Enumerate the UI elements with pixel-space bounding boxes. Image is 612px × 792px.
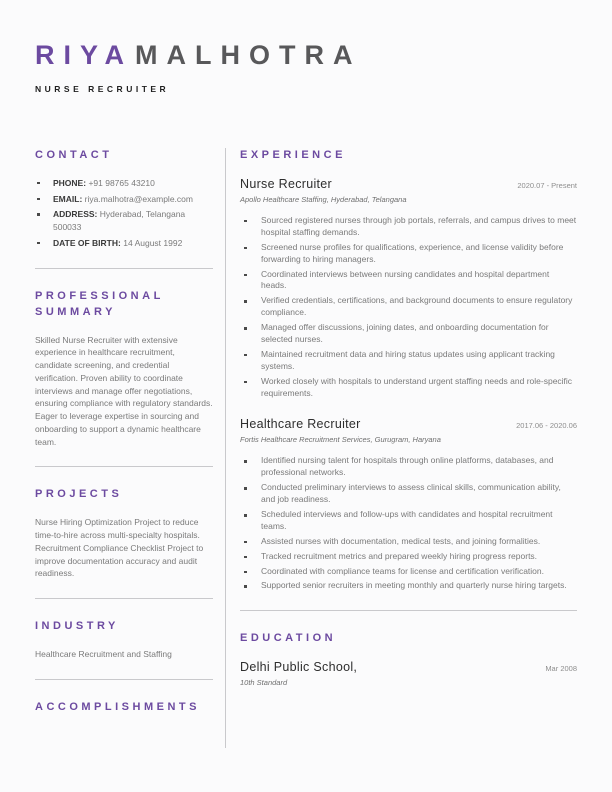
job-bullet: Sourced registered nurses through job portals, referrals, and campus drives to meet hospital staffing demands.	[240, 215, 577, 239]
industry-text: Healthcare Recruitment and Staffing	[35, 648, 172, 659]
education-section	[240, 631, 577, 687]
contact-item	[35, 237, 213, 250]
contact-list	[35, 177, 213, 250]
accomplishments-heading: ACCOMPLISHMENTS	[35, 700, 200, 713]
job-bullet: Screened nurse profiles for qualifications, experience, and license validity before forwarding to hiring managers.	[240, 242, 577, 266]
left-divider-3	[35, 598, 213, 599]
candidate-job-title: NURSE RECRUITER	[35, 84, 170, 95]
right-divider-1	[240, 610, 577, 611]
job-bullet: Managed offer discussions, joining dates, and onboarding documentation for selected nurses.	[240, 322, 577, 346]
experience-jobs	[240, 177, 577, 592]
contact-item-label: ADDRESS:	[53, 209, 98, 220]
job-header	[240, 177, 577, 191]
resume-body	[35, 148, 577, 770]
job-title: Healthcare Recruiter	[240, 417, 361, 432]
right-column	[240, 148, 577, 770]
job-bullet: Worked closely with hospitals to understand urgent staffing needs and role-specific requirements.	[240, 376, 577, 400]
left-column	[35, 148, 213, 770]
contact-heading: CONTACT	[35, 149, 113, 162]
contact-item	[35, 193, 213, 206]
job-company: Fortis Healthcare Recruitment Services, Gurugram, Haryana	[240, 435, 441, 445]
job-bullet: Supported senior recruiters in meeting monthly and quarterly nurse hiring targets.	[240, 580, 577, 592]
contact-item-value: Hyderabad, Telangana 500033	[53, 209, 186, 233]
education-entry-header	[240, 660, 577, 674]
contact-section	[35, 148, 213, 250]
candidate-last-name: MALHOTRA	[135, 40, 362, 70]
job-dates: 2020.07 - Present	[517, 180, 577, 190]
job-bullet-list	[240, 455, 577, 592]
projects-section	[35, 487, 213, 580]
accomplishments-section	[35, 700, 213, 716]
contact-item-label: DATE OF BIRTH:	[53, 237, 121, 248]
projects-text: Nurse Hiring Optimization Project to reduce time-to-hire across multi-specialty hospitals. Recruitment Compliance Checklist Project to improve documentation accuracy and audit readiness.	[35, 517, 204, 579]
education-school: Delhi Public School,	[240, 660, 358, 675]
resume-header	[35, 40, 577, 94]
job-title: Nurse Recruiter	[240, 176, 333, 191]
left-divider-1	[35, 268, 213, 269]
experience-job	[240, 177, 577, 399]
education-dates: Mar 2008	[545, 664, 577, 674]
contact-item-label: EMAIL:	[53, 193, 83, 204]
job-bullet: Maintained recruitment data and hiring status updates using applicant tracking systems.	[240, 349, 577, 373]
experience-job	[240, 417, 577, 592]
candidate-name	[35, 40, 577, 71]
job-bullet: Assisted nurses with documentation, medical tests, and joining formalities.	[240, 536, 577, 548]
job-bullet: Coordinated with compliance teams for license and certification verification.	[240, 566, 577, 578]
job-bullet-list	[240, 215, 577, 399]
contact-item	[35, 208, 213, 234]
professional-summary-section	[35, 289, 213, 449]
education-degree: 10th Standard	[240, 678, 288, 688]
industry-section	[35, 619, 213, 661]
education-heading: EDUCATION	[240, 632, 337, 645]
professional-summary-heading: PROFESSIONAL SUMMARY	[35, 289, 164, 318]
contact-item-value: 14 August 1992	[123, 237, 183, 248]
contact-item-value: riya.malhotra@example.com	[84, 193, 193, 204]
experience-section	[240, 148, 577, 592]
contact-item-value: +91 98765 43210	[88, 177, 155, 188]
column-divider	[225, 148, 226, 748]
job-bullet: Identified nursing talent for hospitals through online platforms, databases, and professional networks.	[240, 455, 577, 479]
job-bullet: Coordinated interviews between nursing candidates and hospital department heads.	[240, 269, 577, 293]
industry-heading: INDUSTRY	[35, 620, 119, 633]
job-dates: 2017.06 - 2020.06	[516, 421, 577, 431]
job-company: Apollo Healthcare Staffing, Hyderabad, Telangana	[240, 194, 407, 204]
job-bullet: Scheduled interviews and follow-ups with candidates and hospital recruitment teams.	[240, 509, 577, 533]
experience-heading: EXPERIENCE	[240, 149, 346, 162]
contact-item-label: PHONE:	[53, 177, 87, 188]
candidate-first-name: RIYA	[35, 40, 134, 70]
left-divider-4	[35, 679, 213, 680]
job-bullet: Tracked recruitment metrics and prepared weekly hiring progress reports.	[240, 551, 577, 563]
left-divider-2	[35, 466, 213, 467]
job-header	[240, 417, 577, 431]
job-bullet: Verified credentials, certifications, and background documents to ensure regulatory compliance.	[240, 295, 577, 319]
projects-heading: PROJECTS	[35, 488, 123, 501]
professional-summary-text: Skilled Nurse Recruiter with extensive experience in healthcare recruitment, candidate screening, and credential verification. Proven ability to coordinate interviews and manage offer negotiations, ensuring compliance with regulatory standards. Eager to leverage expertise in sourcing and onboarding to support a dynamic healthcare team.	[35, 334, 213, 447]
contact-item	[35, 177, 213, 190]
job-bullet: Conducted preliminary interviews to assess clinical skills, communication ability, and job readiness.	[240, 482, 577, 506]
